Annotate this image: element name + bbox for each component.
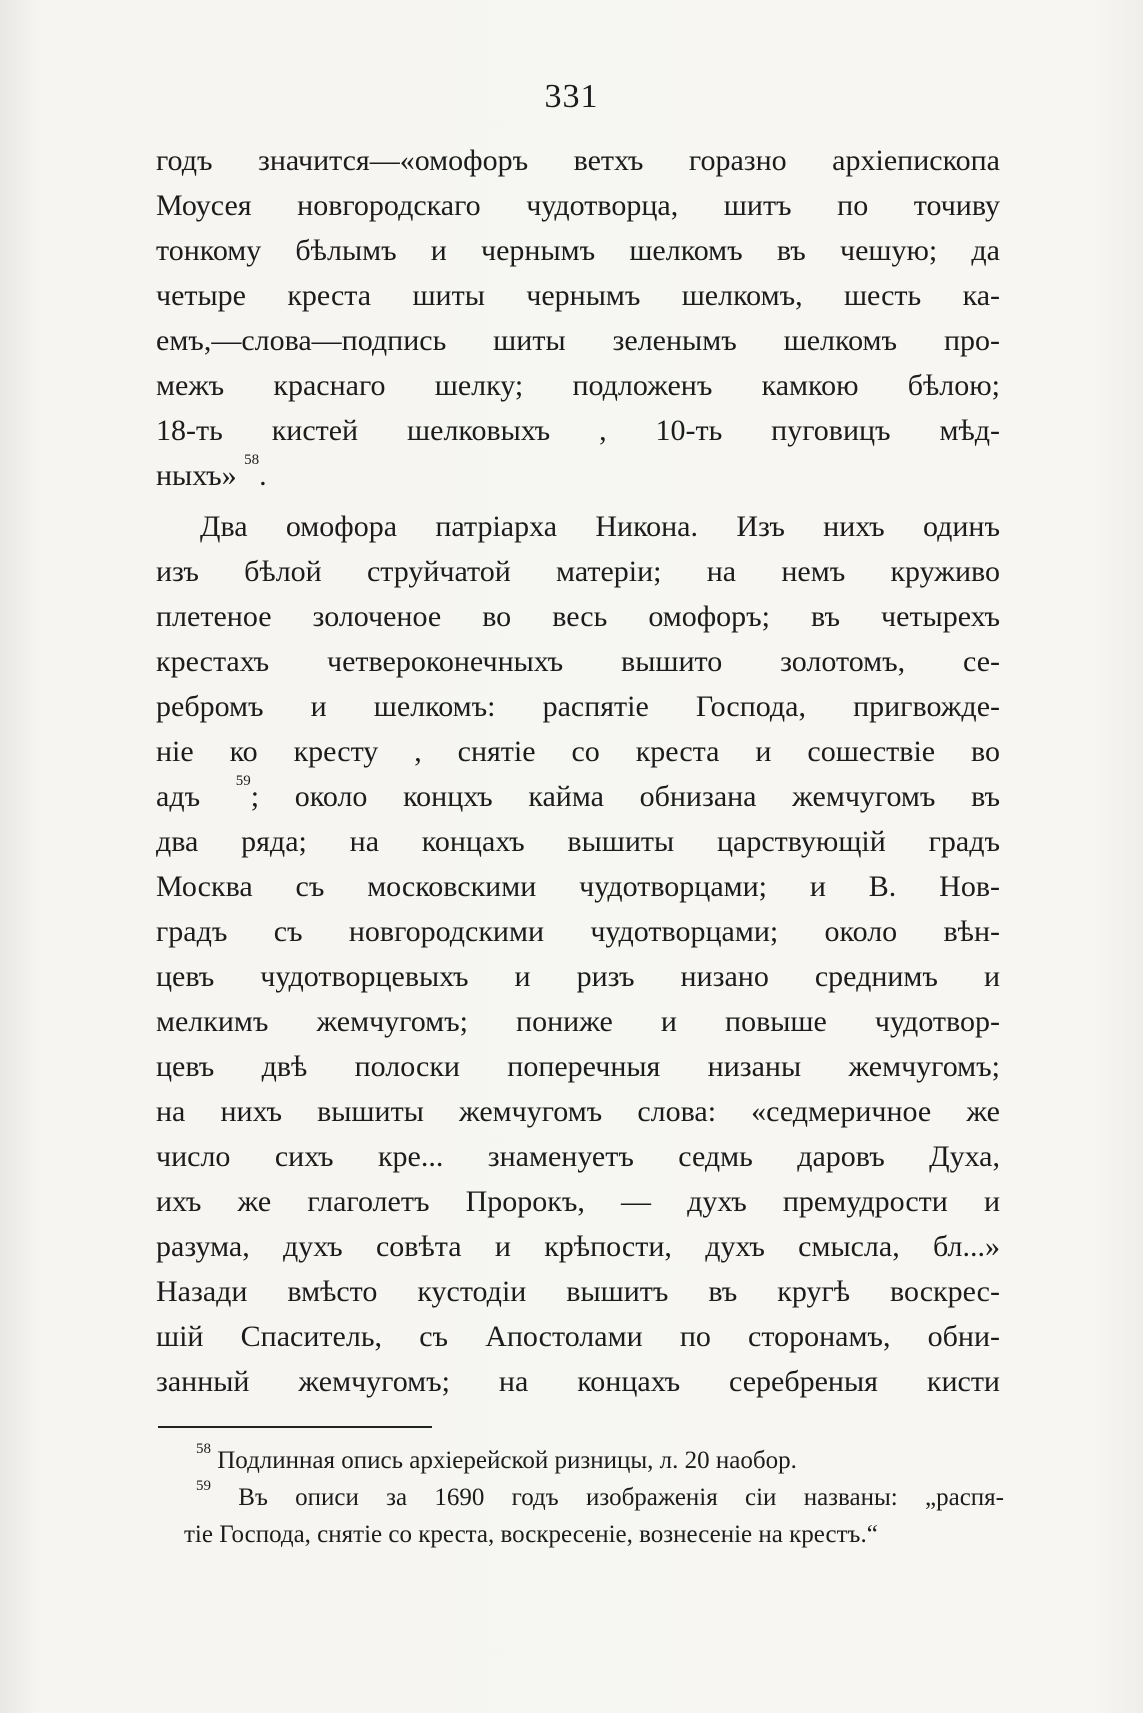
footnote-marker: 59: [196, 1478, 211, 1494]
text-line: разума, духъ совѣта и крѣпости, духъ смысла, бл...»: [156, 1230, 1000, 1263]
text-line: емъ,—слова—подпись шиты зеленымъ шелкомъ про-: [156, 324, 1000, 357]
text-line: число сихъ кре... знаменуетъ седмь даровъ Духа,: [156, 1140, 1000, 1173]
text-fragment: ныхъ»: [156, 459, 237, 492]
text-line: тонкому бѣлымъ и чернымъ шелкомъ въ чешую; да: [156, 234, 1000, 267]
text-fragment: ; около концхъ кайма обнизана жемчугомъ въ: [250, 780, 1001, 813]
text-fragment: адъ: [156, 780, 201, 813]
text-line: изъ бѣлой струйчатой матеріи; на немъ круживо: [156, 555, 1000, 588]
text-line: на нихъ вышиты жемчугомъ слова: «седмеричное же: [156, 1095, 1000, 1128]
text-line: занный жемчугомъ; на концахъ серебреныя кисти: [156, 1365, 1000, 1398]
text-line: межъ краснаго шелку; подложенъ камкою бѣлою;: [156, 369, 1000, 402]
text-line: шій Спаситель, съ Апостолами по сторонамъ, обни-: [156, 1320, 1000, 1353]
paragraph: [156, 138, 1000, 498]
footnote-divider: [158, 1426, 432, 1428]
text-line: ныхъ» $^{58}$.: [156, 452, 267, 492]
text-line: годъ значится—«омофоръ ветхъ горазно архіепископа: [156, 144, 1000, 177]
text-line: 18-ть кистей шелковыхъ , 10-ть пуговицъ мѣд-: [156, 414, 1000, 447]
paragraph: [156, 504, 1000, 1404]
text-line: цевъ чудотворцевыхъ и ризъ низано среднимъ и: [156, 960, 1000, 993]
footnote-marker: 58: [196, 1441, 211, 1457]
text-line: цевъ двѣ полоски поперечныя низаны жемчугомъ;: [156, 1050, 1000, 1083]
text-line: Москва съ московскими чудотворцами; и В. Нов-: [156, 870, 1000, 903]
text-line: градъ съ новгородскими чудотворцами; около вѣн-: [156, 915, 1000, 948]
text-line: ребромъ и шелкомъ: распятіе Господа, пригвожде-: [156, 690, 1000, 723]
footnote-text: Въ описи за 1690 годъ изображенія сіи названы: „распя-: [238, 1484, 1004, 1511]
text-line: ихъ же глаголетъ Пророкъ, — духъ премудрости и: [156, 1185, 1000, 1218]
footnotes: [184, 1441, 1004, 1553]
text-line: плетеное золоченое во весь омофоръ; въ четырехъ: [156, 600, 1000, 633]
text-line: четыре креста шиты чернымъ шелкомъ, шесть ка-: [156, 279, 1000, 312]
footnote-reference: 59: [235, 773, 251, 789]
text-line: Моусея новгородскаго чудотворца, шитъ по точиву: [156, 189, 1000, 222]
page-number: 331: [544, 78, 599, 115]
main-text: [156, 138, 1000, 1404]
footnote-reference: 58: [244, 452, 260, 468]
text-line: крестахъ четвероконечныхъ вышито золотомъ, се-: [156, 645, 1000, 678]
footnote: [196, 1442, 1004, 1479]
text-line: ніе ко кресту , снятіе со креста и сошествіе во: [156, 735, 1000, 768]
text-line: Два омофора патріарха Никона. Изъ нихъ одинъ: [200, 510, 1000, 543]
footnote: [196, 1479, 1004, 1516]
text-line: [156, 774, 1000, 819]
footnote-text: Подлинная опись архіерейской ризницы, л. 20 наобор.: [217, 1447, 797, 1474]
text-line: Назади вмѣсто кустодіи вышитъ въ кругѣ воскрес-: [156, 1275, 1000, 1308]
text-line: мелкимъ жемчугомъ; пониже и повыше чудотвор-: [156, 1005, 1000, 1038]
footnote-text: тіе Господа, снятіе со креста, воскресеніе, вознесеніе на крестъ.“: [184, 1521, 878, 1548]
text-line: два ряда; на концахъ вышиты царствующій градъ: [156, 825, 1000, 858]
